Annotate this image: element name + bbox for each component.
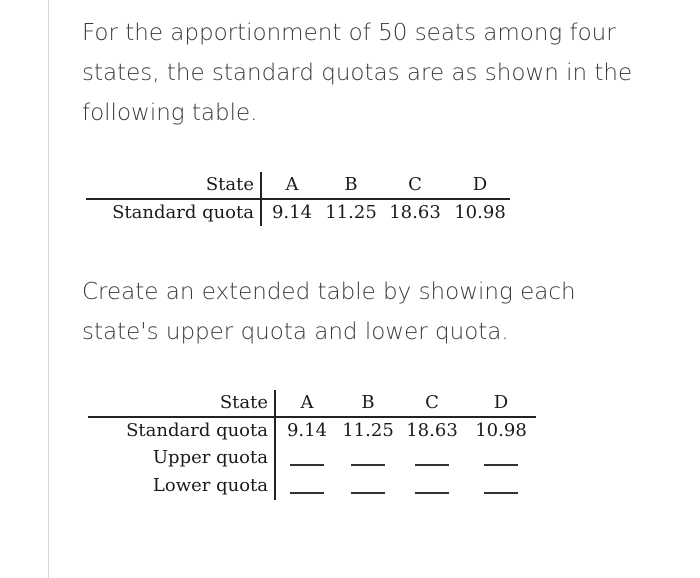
state-header-label: State	[88, 390, 275, 417]
state-header-label: State	[86, 172, 261, 199]
lower-quota-a-blank[interactable]	[275, 472, 338, 500]
table-row	[88, 472, 536, 500]
quota-a: 9.14	[286, 420, 328, 441]
state-b-header: B	[322, 172, 380, 199]
upper-quota-c-blank[interactable]	[398, 444, 466, 472]
quota-d: 10.98	[454, 202, 506, 223]
standard-quota-label: Standard quota	[88, 417, 275, 444]
state-c-header: C	[398, 390, 466, 417]
lower-quota-label: Lower quota	[88, 472, 275, 500]
table-row	[88, 417, 536, 444]
table-header-row	[88, 390, 536, 417]
table-row	[88, 444, 536, 472]
state-b-header: B	[338, 390, 398, 417]
standard-quota-label: Standard quota	[86, 199, 261, 226]
lower-quota-d-blank[interactable]	[466, 472, 536, 500]
upper-quota-label: Upper quota	[88, 444, 275, 472]
quota-c: 18.63	[406, 420, 458, 441]
upper-quota-d-blank[interactable]	[466, 444, 536, 472]
table-header-row	[86, 172, 510, 199]
quota-b: 11.25	[325, 202, 377, 223]
state-d-header: D	[450, 172, 510, 199]
instruction-paragraph: Create an extended table by showing each state's upper quota and lower quota.	[82, 279, 576, 345]
state-d-header: D	[466, 390, 536, 417]
extended-quota-table	[88, 390, 536, 500]
lower-quota-c-blank[interactable]	[398, 472, 466, 500]
state-a-header: A	[261, 172, 322, 199]
lower-quota-b-blank[interactable]	[338, 472, 398, 500]
quota-a: 9.14	[271, 202, 313, 223]
quota-b: 11.25	[342, 420, 394, 441]
quota-d: 10.98	[475, 420, 527, 441]
upper-quota-a-blank[interactable]	[275, 444, 338, 472]
state-a-header: A	[275, 390, 338, 417]
state-c-header: C	[380, 172, 450, 199]
table-row	[86, 199, 510, 226]
standard-quota-table	[86, 172, 510, 226]
intro-paragraph: For the apportionment of 50 seats among four states, the standard quotas are as shown in the following table.	[82, 20, 633, 126]
upper-quota-b-blank[interactable]	[338, 444, 398, 472]
quota-c: 18.63	[389, 202, 441, 223]
